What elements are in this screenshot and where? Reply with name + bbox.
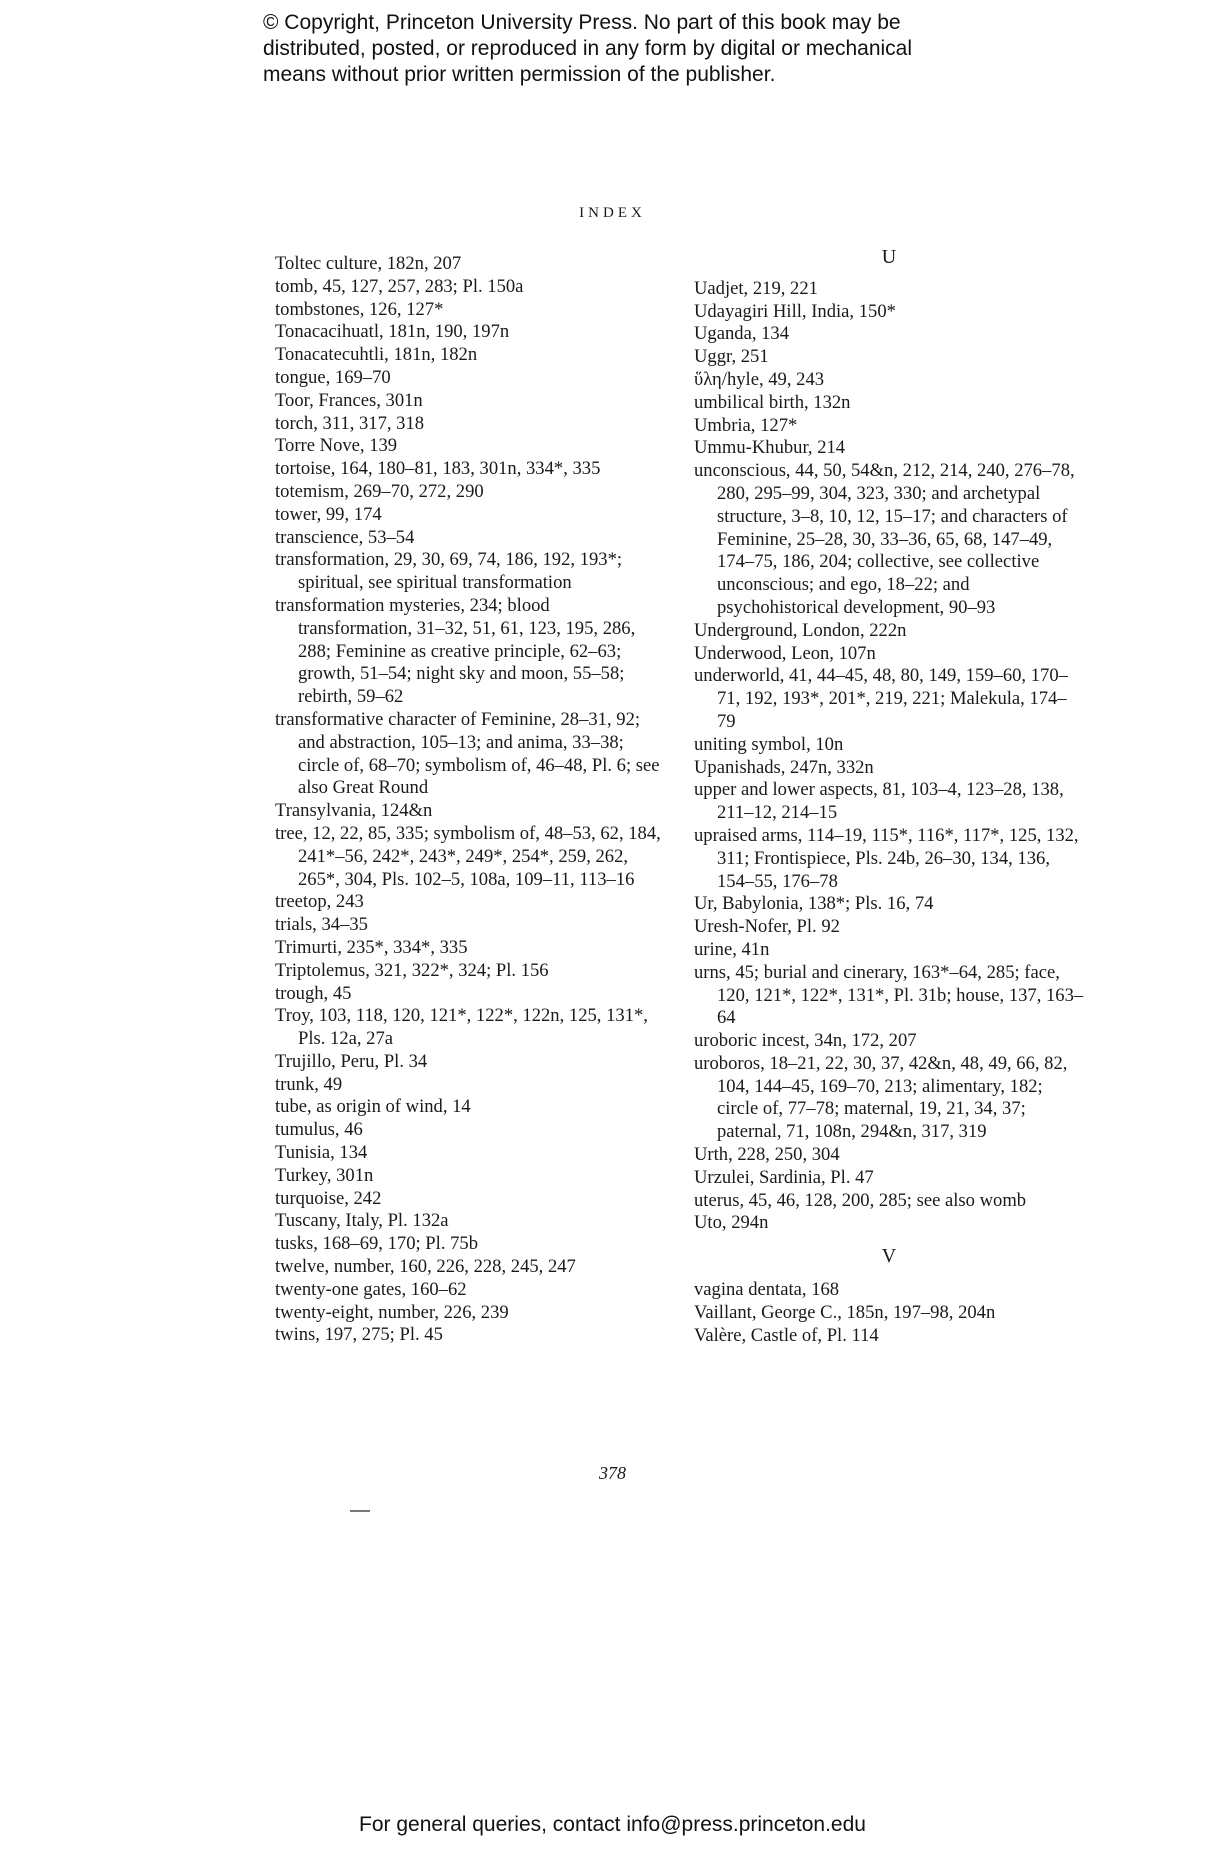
copyright-line-2: distributed, posted, or reproduced in any form by digital or mechanical — [263, 37, 913, 60]
index-entry: Uresh-Nofer, Pl. 92 — [694, 916, 840, 938]
index-entry: Toltec culture, 182n, 207 — [275, 253, 462, 274]
index-entry: transformative character of Feminine, 28–31, 92; and abstraction, 105–13; and anima, 33–38; circle of, 68–70; symbolism of, 46–48, Pl. 6; see also Great Round — [275, 708, 660, 799]
index-entry: tombstones, 126, 127* — [275, 298, 444, 320]
index-entry: totemism, 269–70, 272, 290 — [275, 480, 484, 502]
index-entry: Tuscany, Italy, Pl. 132a — [275, 1210, 449, 1232]
index-entry: tongue, 169–70 — [275, 366, 391, 388]
index-entry: trough, 45 — [275, 982, 352, 1004]
index-entry: Umbria, 127* — [694, 414, 798, 436]
index-entry: Udayagiri Hill, India, 150* — [694, 300, 896, 322]
index-entry: Ummu-Khubur, 214 — [694, 437, 846, 459]
index-entry: tumulus, 46 — [275, 1119, 363, 1141]
index-entry: Underground, London, 222n — [694, 619, 907, 641]
index-entry: transformation, 29, 30, 69, 74, 186, 192, 193*; spiritual, see spiritual transformation — [275, 549, 623, 594]
index-entry: turquoise, 242 — [275, 1187, 382, 1209]
index-entry: Uggr, 251 — [694, 346, 769, 368]
index-entry: Toor, Frances, 301n — [275, 389, 423, 411]
index-entry: Transylvania, 124&n — [275, 800, 433, 822]
index-entry: Triptolemus, 321, 322*, 324; Pl. 156 — [275, 959, 549, 981]
index-entry: Trimurti, 235*, 334*, 335 — [275, 936, 468, 958]
index-column-right — [694, 246, 1084, 1347]
index-entry: transcience, 53–54 — [275, 526, 415, 548]
index-entry: Underwood, Leon, 107n — [694, 642, 876, 664]
index-entry: Urth, 228, 250, 304 — [694, 1144, 840, 1166]
index-entry: torch, 311, 317, 318 — [275, 412, 425, 434]
scan-speck — [350, 1510, 370, 1512]
index-entry: twins, 197, 275; Pl. 45 — [275, 1324, 443, 1346]
index-entry: uniting symbol, 10n — [694, 733, 844, 755]
index-entry: Tonacatecuhtli, 181n, 182n — [275, 344, 478, 366]
index-entry: Turkey, 301n — [275, 1164, 374, 1186]
footer-contact: For general queries, contact info@press.princeton.edu — [359, 1813, 866, 1836]
index-entry: urine, 41n — [694, 938, 770, 960]
index-entry: transformation mysteries, 234; blood transformation, 31–32, 51, 61, 123, 195, 286, 288; Feminine as creative principle, 62–63; growth, 51–54; night sky and moon, 55–58; rebirth, 59–62 — [275, 594, 636, 708]
index-entry: Torre Nove, 139 — [275, 435, 398, 457]
index-column-left — [275, 253, 665, 1347]
index-entry: uroboric incest, 34n, 172, 207 — [694, 1030, 917, 1052]
copyright-line-3: means without prior written permission of the publisher. — [263, 63, 776, 86]
section-v-entries — [694, 1279, 1084, 1347]
index-entry: twenty-one gates, 160–62 — [275, 1278, 467, 1300]
index-entry: tree, 12, 22, 85, 335; symbolism of, 48–53, 62, 184, 241*–56, 242*, 243*, 249*, 254*, 259, 262, 265*, 304, Pls. 102–5, 108a, 109–11, 113–16 — [275, 822, 661, 890]
index-entry: Uadjet, 219, 221 — [694, 277, 818, 299]
index-entry: uterus, 45, 46, 128, 200, 285; see also womb — [694, 1189, 1027, 1211]
index-entry: Urzulei, Sardinia, Pl. 47 — [694, 1166, 874, 1188]
index-entry: Trujillo, Peru, Pl. 34 — [275, 1050, 428, 1072]
index-entry: trials, 34–35 — [275, 914, 368, 936]
index-entry: Tunisia, 134 — [275, 1142, 368, 1164]
index-entry: upper and lower aspects, 81, 103–4, 123–28, 138, 211–12, 214–15 — [694, 779, 1064, 824]
index-entry: uroboros, 18–21, 22, 30, 37, 42&n, 48, 49, 66, 82, 104, 144–45, 169–70, 213; alimentary, 182; circle of, 77–78; maternal, 19, 21, 34, 37; paternal, 71, 108n, 294&n, 317, 319 — [694, 1052, 1068, 1143]
index-entry: Tonacacihuatl, 181n, 190, 197n — [275, 321, 510, 343]
index-entry: underworld, 41, 44–45, 48, 80, 149, 159–60, 170–71, 192, 193*, 201*, 219, 221; Malekula, 174–79 — [694, 665, 1068, 732]
index-entry: urns, 45; burial and cinerary, 163*–64, 285; face, 120, 121*, 122*, 131*, Pl. 31b; house, 137, 163–64 — [694, 961, 1084, 1029]
index-entry: tusks, 168–69, 170; Pl. 75b — [275, 1233, 479, 1255]
index-entry: trunk, 49 — [275, 1073, 343, 1095]
index-entry: tower, 99, 174 — [275, 503, 382, 525]
page-number: 378 — [599, 1463, 626, 1483]
index-entry: Ur, Babylonia, 138*; Pls. 16, 74 — [694, 893, 934, 915]
index-entry: ὕλη/hyle, 49, 243 — [694, 368, 825, 390]
index-entry: Troy, 103, 118, 120, 121*, 122*, 122n, 125, 131*, Pls. 12a, 27a — [275, 1005, 648, 1050]
copyright-line-1: © Copyright, Princeton University Press. No part of this book may be — [263, 11, 901, 34]
index-entry: Vaillant, George C., 185n, 197–98, 204n — [694, 1301, 996, 1323]
index-entry: Upanishads, 247n, 332n — [694, 756, 874, 778]
index-entry: treetop, 243 — [275, 891, 364, 913]
copyright-notice — [263, 10, 1023, 88]
index-entry: tube, as origin of wind, 14 — [275, 1096, 471, 1118]
index-entry: umbilical birth, 132n — [694, 391, 851, 413]
index-entry: tortoise, 164, 180–81, 183, 301n, 334*, 335 — [275, 458, 601, 480]
running-head: INDEX — [579, 205, 646, 221]
index-entry: unconscious, 44, 50, 54&n, 212, 214, 240, 276–78, 280, 295–99, 304, 323, 330; and archetypal structure, 3–8, 10, 12, 15–17; and characters of Feminine, 25–28, 30, 33–36, 65, 68, 147–49, 174–75, 186, 204; collective, see collective unconscious; and ego, 18–22; and psychohistorical development, 90–93 — [694, 460, 1075, 618]
index-entry: twelve, number, 160, 226, 228, 245, 247 — [275, 1256, 576, 1278]
index-entry: vagina dentata, 168 — [694, 1279, 840, 1301]
index-entry: twenty-eight, number, 226, 239 — [275, 1301, 509, 1323]
index-entry: tomb, 45, 127, 257, 283; Pl. 150a — [275, 275, 524, 297]
section-letter-u: U — [881, 246, 897, 268]
section-u-entries — [694, 278, 1084, 1235]
index-entry: Uganda, 134 — [694, 323, 790, 345]
section-letter-v: V — [881, 1245, 897, 1268]
index-entry: Valère, Castle of, Pl. 114 — [694, 1324, 879, 1346]
index-entry: upraised arms, 114–19, 115*, 116*, 117*, 125, 132, 311; Frontispiece, Pls. 24b, 26–30, 134, 136, 154–55, 176–78 — [694, 824, 1079, 892]
index-entry: Uto, 294n — [694, 1212, 769, 1234]
